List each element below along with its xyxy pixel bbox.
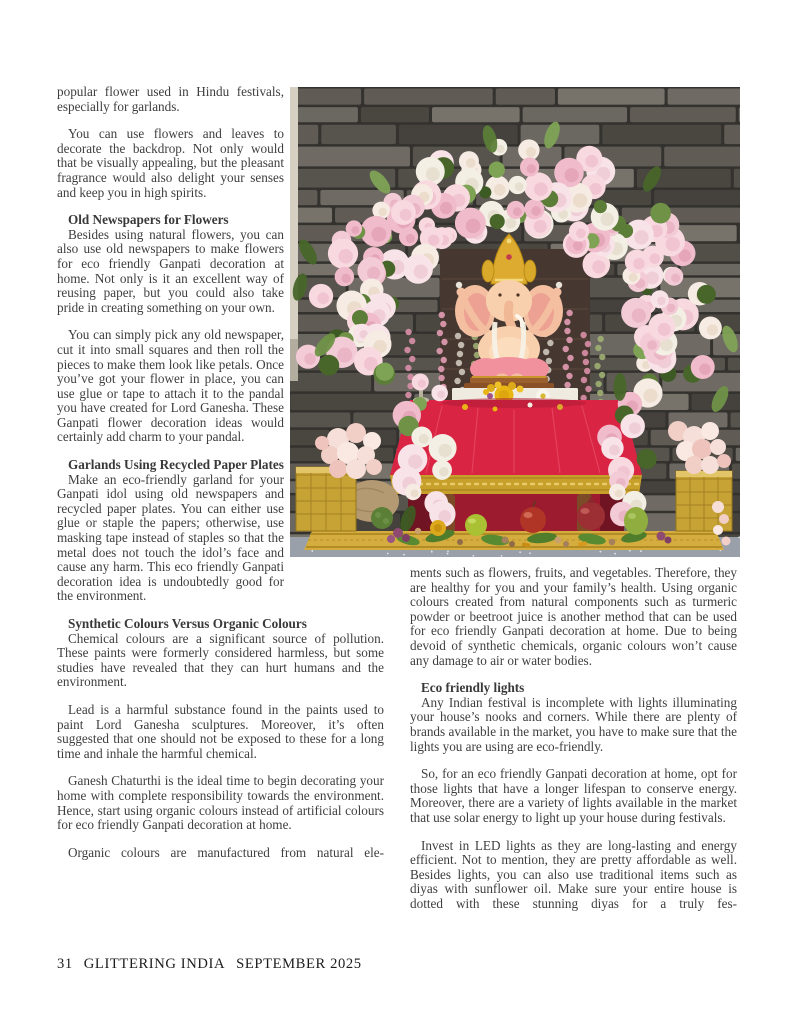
section-heading: Eco friendly lights — [421, 680, 525, 696]
section-heading: Synthetic Colours Versus Organic Colours — [68, 616, 307, 631]
body-paragraph: Invest in LED lights as they are long-lasting and energy efficient. Not to mention, they are pretty affordable as well. Besides lights, you can also use traditional items such as diyas with sunflower oil. Make sure your entire house is dotted with these stunning diyas for a truly fes- — [410, 837, 737, 911]
magazine-name: GLITTERING INDIA — [83, 956, 226, 972]
ganpati-decoration-photo — [290, 87, 740, 557]
body-paragraph: Chemical colours are a significant source of pollution. These paints were formerly considered harmless, but some studies have revealed that they can hurt humans and the environment. — [57, 630, 384, 690]
issue-date: SEPTEMBER 2025 — [236, 956, 362, 972]
page-footer — [57, 956, 362, 973]
body-paragraph: Any Indian festival is incomplete with lights illuminating your house’s nooks and corners. While there are plenty of brands available in the market, you have to make sure that the lights you are using are eco-friendly. — [410, 694, 737, 754]
ganpati-photo-art — [290, 87, 740, 557]
body-paragraph: Make an eco-friendly garland for your Ganpati idol using old newspapers and recycled paper plates. You can either use glue or staple the papers; otherwise, use masking tape instead of staples so that the metal does not touch the idol’s face and cause any harm. This eco friendly Ganpati decoration idea is undoubtedly good for the environment. — [57, 471, 284, 604]
body-paragraph: You can use flowers and leaves to decorate the backdrop. Not only would that be visually appealing, but the pleasant fragrance would also delight your senses and keep you in high spirits. — [57, 126, 284, 200]
body-paragraph: You can simply pick any old newspaper, cut it into small squares and then roll the pieces to make them look like petals. Once you’ve got your flower in place, you can use glue or tape to attach it to the pandal you have created for Lord Ganesha. These Ganpati flower decoration ideas would certainly add charm to your pandal. — [57, 327, 284, 445]
right-column — [410, 566, 737, 911]
page-number: 31 — [57, 956, 73, 972]
section-heading: Old Newspapers for Flowers — [68, 212, 229, 228]
body-paragraph: Organic colours are manufactured from natural ele- — [68, 844, 384, 860]
section-heading: Garlands Using Recycled Paper Plates — [68, 457, 284, 473]
body-paragraph: Besides using natural flowers, you can also use old newspapers to make flowers for eco friendly Ganpati decoration at home. Not only is it an excellent way of reusing paper, but you could also take pride in creating something on your own. — [57, 226, 284, 315]
body-paragraph: popular flower used in Hindu festivals, especially for garlands. — [57, 84, 284, 114]
body-paragraph: ments such as flowers, fruits, and vegetables. Therefore, they are healthy for you and your family’s health. Using organic colours created from natural components such as turmeric powder or beetroot juice is another method that can be used for eco friendly Ganpati decoration at home. Due to being devoid of synthetic chemicals, organic colours won’t cause any damage to air or water bodies. — [410, 565, 737, 668]
body-paragraph: So, for an eco friendly Ganpati decoration at home, opt for those lights that have a longer lifespan to conserve energy. Moreover, there are a variety of lights available in the market that use solar energy to light up your house during festivals. — [410, 766, 737, 825]
body-paragraph: Ganesh Chaturthi is the ideal time to begin decorating your home with complete responsibility towards the environment. Hence, start using organic colours instead of artificial colours for eco friendly Ganpati decoration at home. — [57, 773, 384, 833]
body-paragraph: Lead is a harmful substance found in the paints used to paint Lord Ganesha sculptures. Moreover, it’s often suggested that one should not be exposed to these for a long time and inhale the harmful chemical. — [57, 701, 384, 761]
